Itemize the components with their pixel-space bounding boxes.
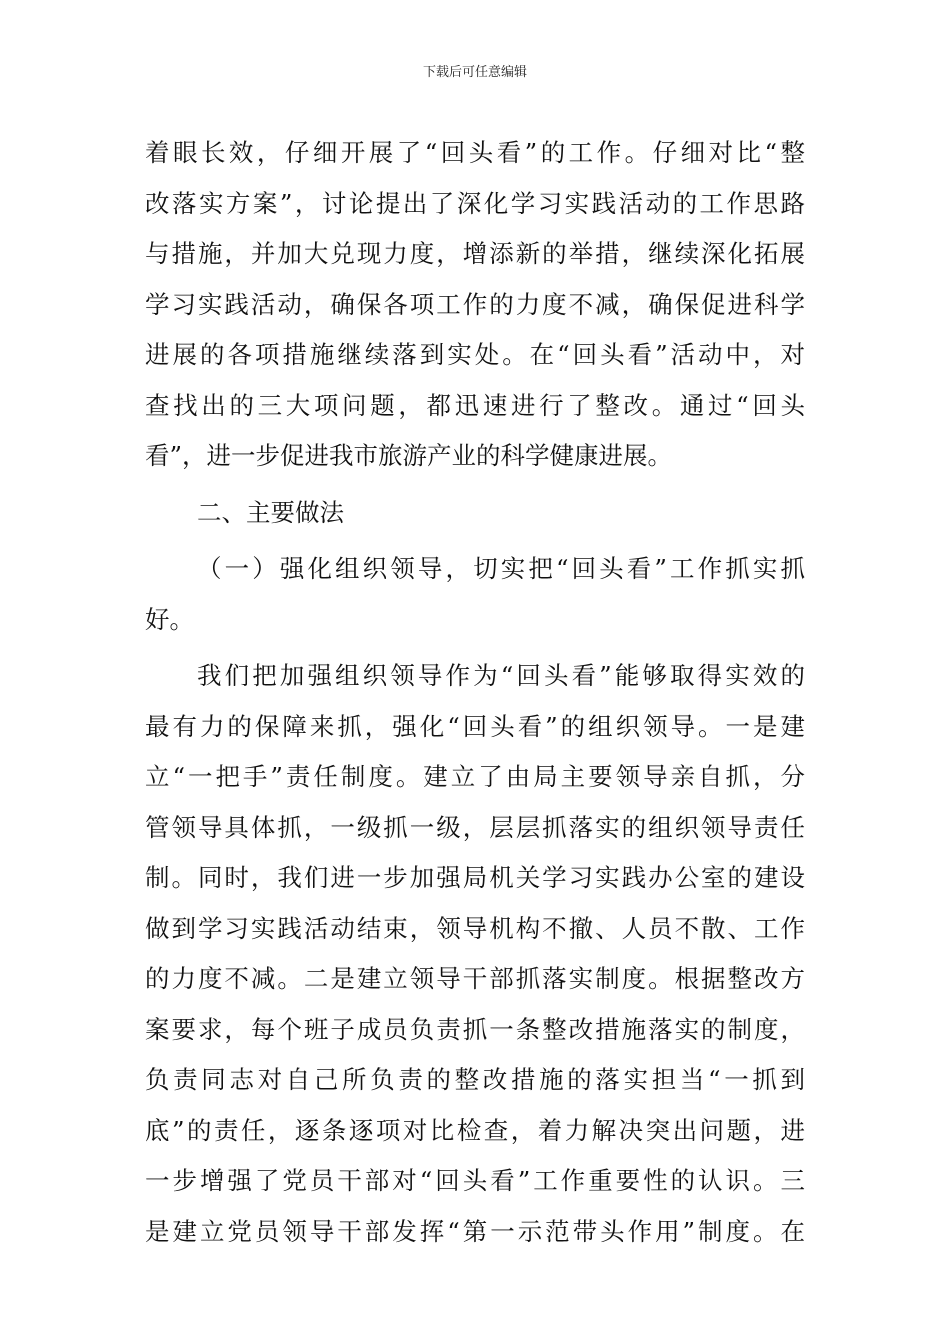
text-line: 学习实践活动，确保各项工作的力度不减，确保促进科学 [145,289,805,319]
text-line: 管领导具体抓，一级抓一级，层层抓落实的组织领导责任 [145,812,805,842]
text-line: 好。 [145,604,194,634]
text-line: 的力度不减。二是建立领导干部抓落实制度。根据整改方 [145,964,805,993]
text-line: 二、主要做法 [197,497,344,527]
text-line: 是建立党员领导干部发挥“第一示范带头作用”制度。在 [145,1216,805,1246]
text-line: 做到学习实践活动结束，领导机构不撤、人员不散、工作 [145,913,805,943]
text-line: 一步增强了党员干部对“回头看”工作重要性的认识。三 [145,1166,805,1195]
text-line: 制。同时，我们进一步加强局机关学习实践办公室的建设 [145,863,805,892]
text-line: 案要求，每个班子成员负责抓一条整改措施落实的制度， [145,1014,805,1044]
paragraph [145,651,805,1257]
subsection-heading [145,544,805,645]
text-line: 改落实方案”，讨论提出了深化学习实践活动的工作思路 [145,188,805,218]
text-line: 与措施，并加大兑现力度，增添新的举措，继续深化拓展 [145,239,805,268]
text-line: 我们把加强组织领导作为“回头看”能够取得实效的 [197,661,805,690]
paragraph [145,128,805,482]
text-line: 最有力的保障来抓，强化“回头看”的组织领导。一是建 [145,711,805,741]
text-line: 负责同志对自己所负责的整改措施的落实担当“一抓到 [145,1065,805,1094]
section-heading [145,488,805,539]
text-line: （一）强化组织领导，切实把“回头看”工作抓实抓 [197,554,805,583]
text-line: 底”的责任，逐条逐项对比检查，着力解决突出问题，进 [145,1115,805,1145]
text-line: 进展的各项措施继续落到实处。在“回头看”活动中，对 [145,340,805,369]
text-line: 查找出的三大项问题，都迅速进行了整改。通过“回头 [145,390,805,420]
text-line: 着眼长效，仔细开展了“回头看”的工作。仔细对比“整 [145,138,805,167]
document-body [145,128,805,1257]
text-line: 立“一把手”责任制度。建立了由局主要领导亲自抓，分 [145,762,805,791]
text-line: 看”，进一步促进我市旅游产业的科学健康进展。 [145,441,673,470]
page-header: 下载后可任意编辑 [422,65,527,80]
